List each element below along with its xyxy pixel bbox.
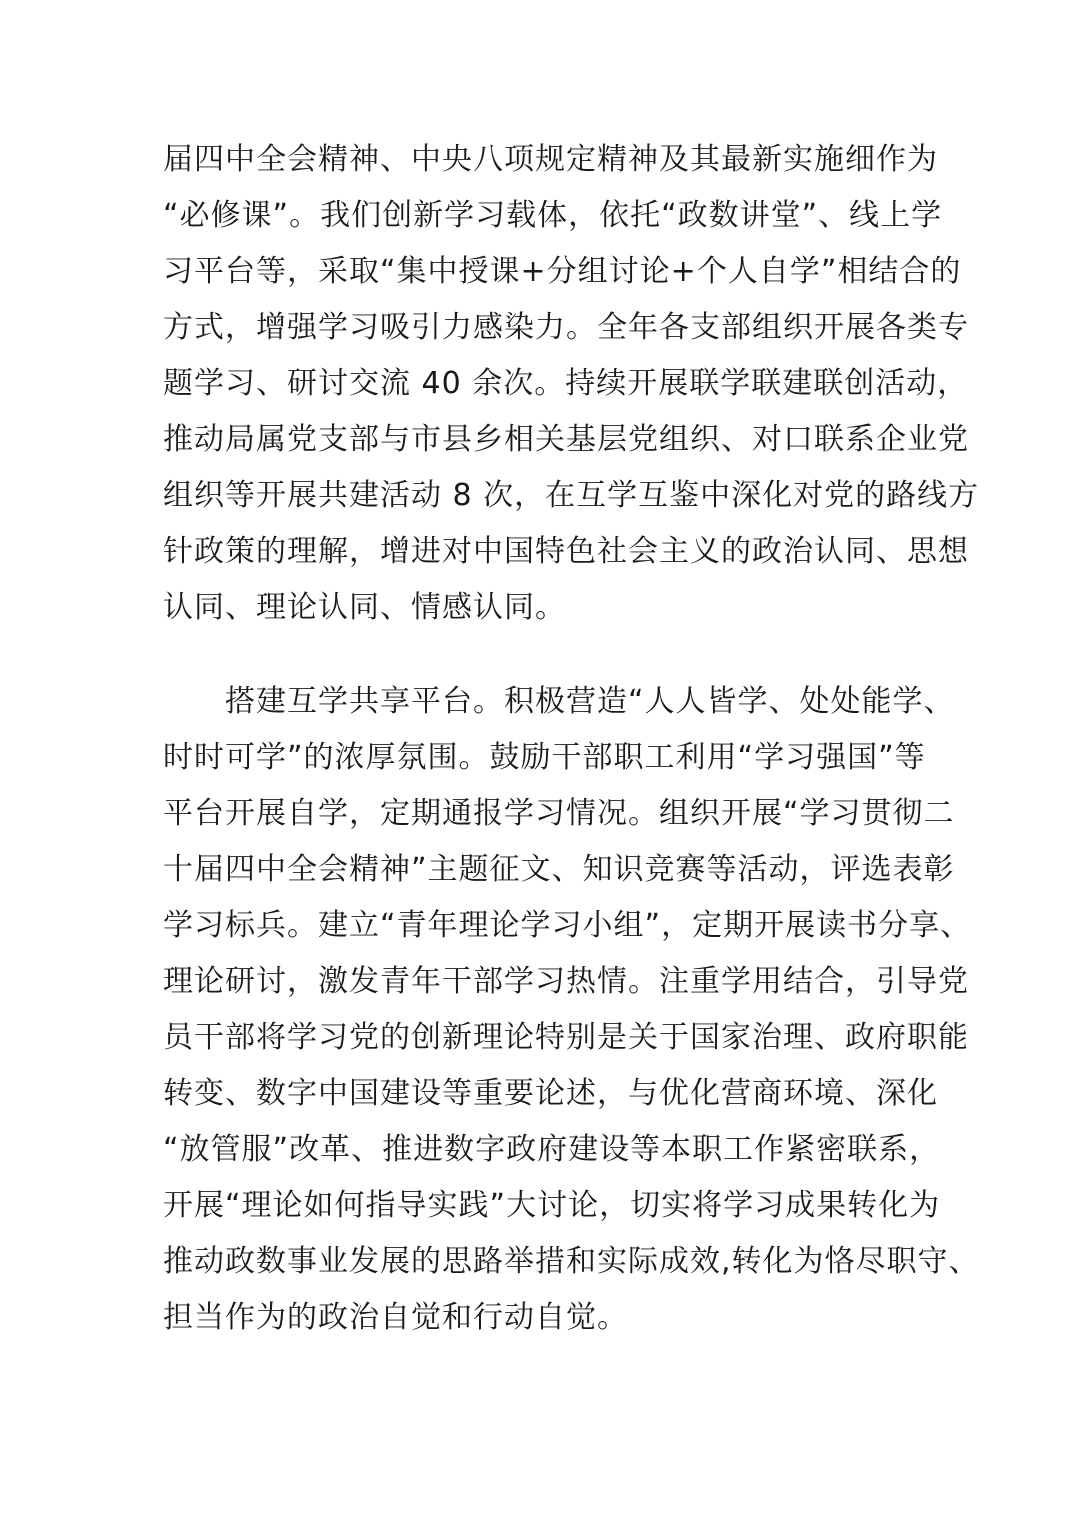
paragraph-shared-learning-platform (163, 674, 980, 1346)
text-line: “放管服”改革、推进数字政府建设等本职工作紧密联系， (163, 1132, 941, 1167)
text-line: 届四中全会精神、中央八项规定精神及其最新实施细作为 (163, 142, 938, 177)
text-line: 时时可学”的浓厚氛围。鼓励干部职工利用“学习强国”等 (163, 740, 926, 775)
text-line: 转变、数字中国建设等重要论述，与优化营商环境、深化 (163, 1076, 938, 1111)
text-line: 方式，增强学习吸引力感染力。全年各支部组织开展各类专 (163, 310, 969, 345)
text-line: 组织等开展共建活动 8 次，在互学互鉴中深化对党的路线方 (163, 478, 980, 513)
text-line: 学习标兵。建立“青年理论学习小组”，定期开展读书分享、 (163, 908, 972, 943)
text-line: 认同、理论认同、情感认同。 (163, 590, 566, 625)
text-line: 十届四中全会精神”主题征文、知识竞赛等活动，评选表彰 (163, 852, 955, 887)
text-line: 开展“理论如何指导实践”大讨论，切实将学习成果转化为 (163, 1188, 941, 1223)
text-line: 担当作为的政治自觉和行动自觉。 (163, 1300, 628, 1335)
text-line: 针政策的理解，增进对中国特色社会主义的政治认同、思想 (163, 534, 969, 569)
text-line: 习平台等，采取“集中授课+分组讨论+个人自学”相结合的 (163, 254, 962, 289)
text-line: 题学习、研讨交流 40 余次。持续开展联学联建联创活动， (163, 366, 969, 401)
paragraph-study-carriers (163, 132, 980, 636)
text-line: 平台开展自学，定期通报学习情况。组织开展“学习贯彻二 (163, 796, 955, 831)
text-line: 推动政数事业发展的思路举措和实际成效,转化为恪尽职守、 (163, 1244, 980, 1279)
text-line: “必修课”。我们创新学习载体，依托“政数讲堂”、线上学 (163, 198, 943, 233)
text-line: 理论研讨，激发青年干部学习热情。注重学用结合，引导党 (163, 964, 969, 999)
text-line: 推动局属党支部与市县乡相关基层党组织、对口联系企业党 (163, 422, 969, 457)
text-line-first: 搭建互学共享平台。积极营造“人人皆学、处处能学、 (225, 684, 955, 719)
text-line: 员干部将学习党的创新理论特别是关于国家治理、政府职能 (163, 1020, 969, 1055)
